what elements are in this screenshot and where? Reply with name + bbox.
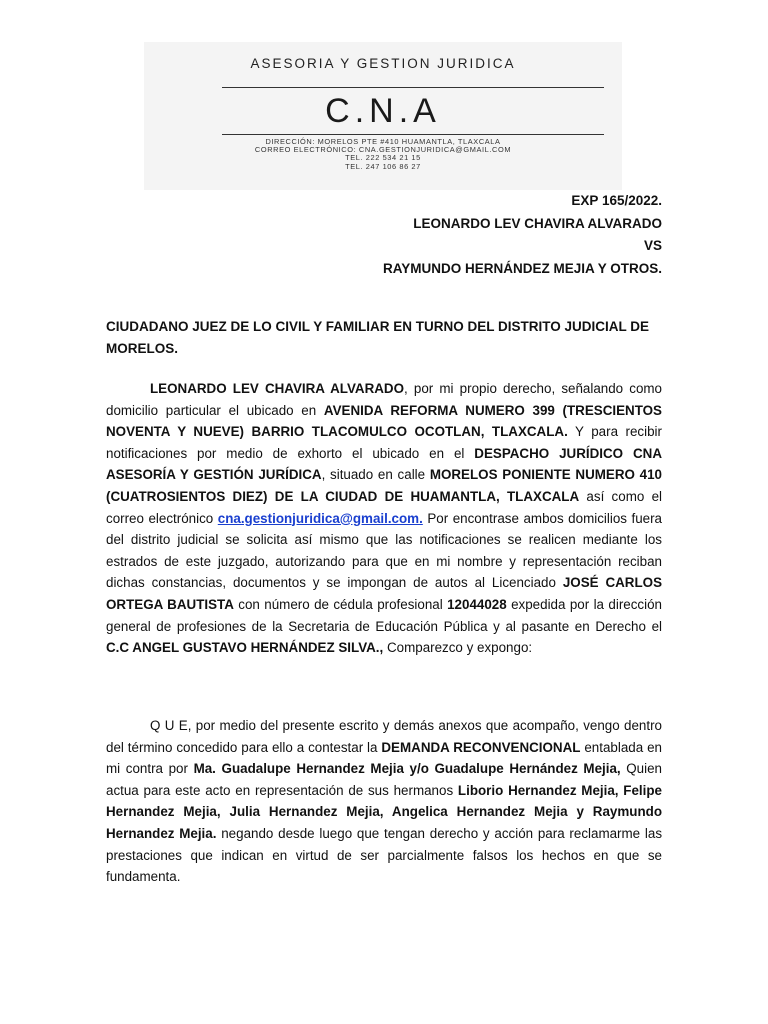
counterclaimant-name: Ma. Guadalupe Hernandez Mejia y/o Guadalupe Hernández Mejia, [193,761,621,777]
case-defendant: RAYMUNDO HERNÁNDEZ MEJIA Y OTROS. [382,260,662,276]
counterclaim-label: DEMANDA RECONVENCIONAL [381,739,581,755]
text-segment: Q U E, por medio del presente escrito y demás anexos que acompaño, vengo dentro del término concedido para ello a contestar la [106,718,662,755]
home-address: AVENIDA REFORMA NUMERO 399 (TRESCIENTOS NOVENTA Y NUEVE) BARRIO TLACOMULCO OCOTLAN, TLAXCALA. [106,402,662,440]
lawyer-name: JOSÉ CARLOS ORTEGA BAUTISTA [106,575,663,612]
contact-phone-2: TEL. 247 106 86 27 [345,161,421,171]
text-segment: así como el correo electrónico [106,488,662,526]
text-segment: negando desde luego que tengan derecho y acción para reclamarme las prestaciones que indican en virtud de ser parcialmente falsos los hechos en que se fundamenta. [106,825,663,885]
case-expediente: EXP 165/2022. [571,193,662,208]
case-versus: VS [643,238,662,253]
contact-address: DIRECCIÓN: MORELOS PTE #410 HUAMANTLA, TLAXCALA [265,137,501,146]
law-office-name: DESPACHO JURÍDICO CNA ASESORÍA Y GESTIÓN JURÍDICA [106,445,662,483]
letterhead [144,42,622,190]
office-address: MORELOS PONIENTE NUMERO 410 (CUATROSIENTOS DIEZ) DE LA CIUDAD DE HUAMANTLA, TLAXCALA [106,467,662,504]
paragraph-response [106,715,662,888]
siblings-names: Liborio Hernandez Mejia, Felipe Hernandez Mejia, Julia Hernandez Mejia, Angelica Hernandez Mejia y Raymundo Hernandez Mejia. [106,782,662,841]
letterhead-contact [144,138,622,171]
paragraph-appearance [106,378,662,659]
text-segment: , por mi propio derecho, señalando como domicilio particular el ubicado en [106,381,663,418]
text-segment: , situado en calle [321,467,430,483]
letterhead-bottom-rule [222,134,604,135]
plaintiff-name: LEONARDO LEV CHAVIRA ALVARADO [150,381,405,396]
contact-email: CORREO ELECTRÓNICO: CNA.GESTIONJURIDICA@GMAIL.COM [254,145,512,155]
text-segment: Por encontrase ambos domicilios fuera del distrito judicial se solicita así mismo que las notificaciones se realicen mediante los estrados de este juzgado, autorizando para que en mi nombre y representación reciban dichas constancias, documentos y se impongan de autos al Licenciado [106,510,663,591]
text-segment: entablada en mi contra por [106,739,662,777]
text-segment: con número de cédula profesional [233,596,448,612]
letterhead-title: ASESORIA Y GESTION JURIDICA [250,56,516,71]
letterhead-brand: C.N.A [325,92,441,130]
text-segment: Quien actua para este acto en representación de sus hermanos [106,761,662,798]
email-link[interactable]: cna.gestionjuridica@gmail.com. [217,510,423,526]
license-number: 12044028 [447,596,507,612]
letterhead-top-rule [222,87,604,88]
intern-name: C.C ANGEL GUSTAVO HERNÁNDEZ SILVA., [106,640,384,656]
text-segment: Y para recibir notificaciones por medio de exhorto el ubicado en el [106,424,662,461]
text-segment: expedida por la dirección general de profesiones de la Secretaria de Educación Pública y al pasante en Derecho el [106,596,662,634]
text-segment: Comparezco y expongo: [383,640,533,656]
contact-phone-1: TEL. 222 534 21 15 [345,153,421,163]
case-heading [383,190,662,280]
case-plaintiff: LEONARDO LEV CHAVIRA ALVARADO [413,215,662,231]
addressee: CIUDADANO JUEZ DE LO CIVIL Y FAMILIAR EN TURNO DEL DISTRITO JUDICIAL DE MORELOS. [106,319,650,356]
